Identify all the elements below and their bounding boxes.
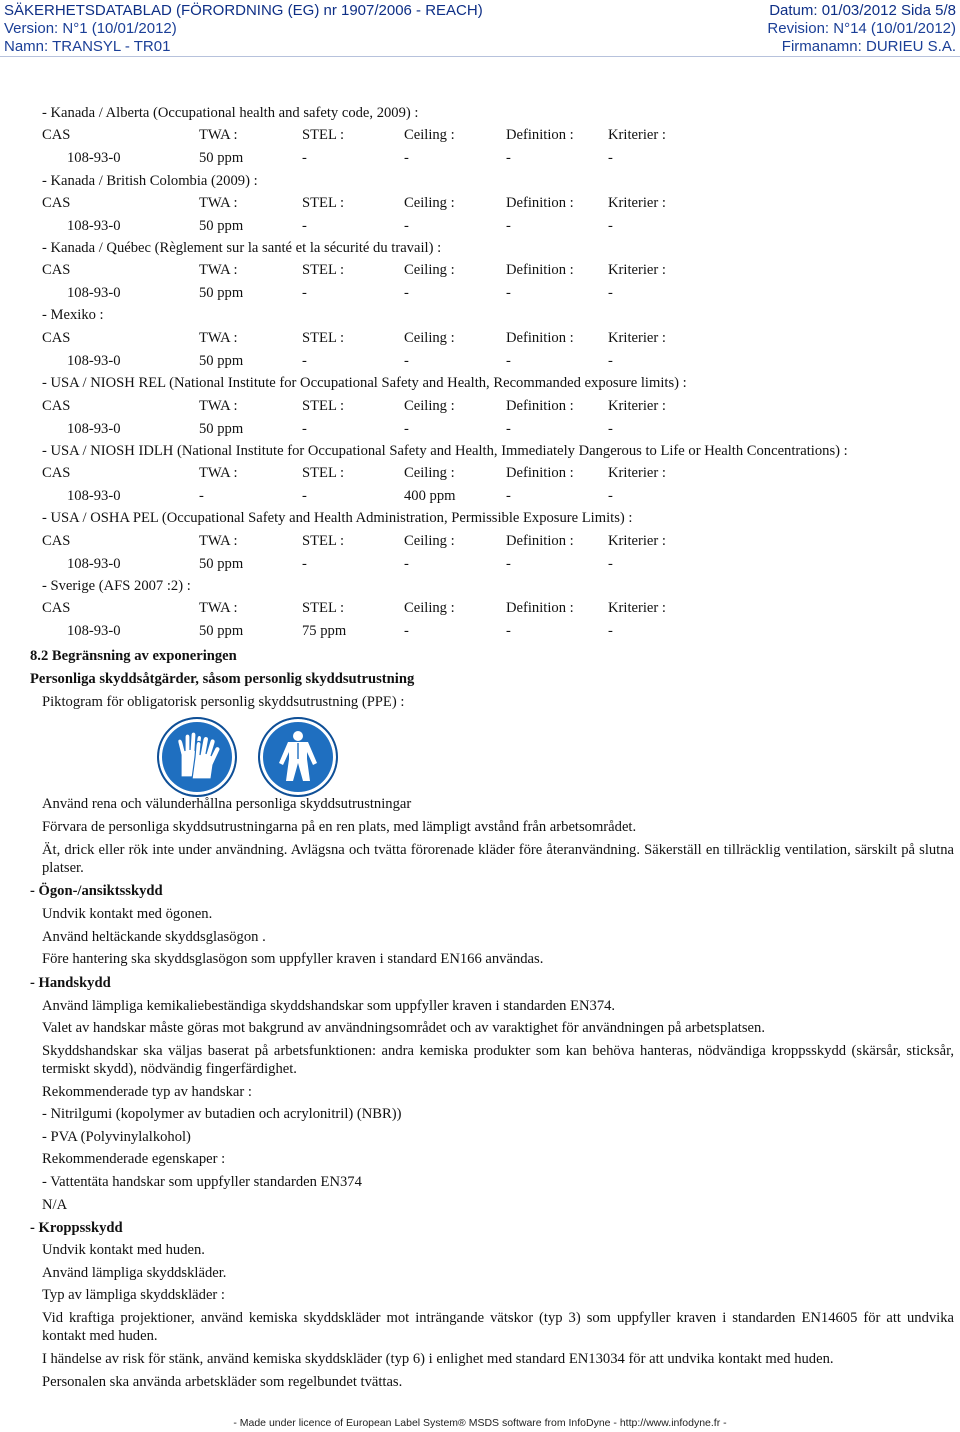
- value-ceiling: -: [404, 150, 409, 166]
- date-page: Datum: 01/03/2012 Sida 5/8: [769, 2, 956, 19]
- value-cas: 108-93-0: [67, 353, 121, 369]
- value-kriterier: -: [608, 285, 613, 301]
- value-cas: 108-93-0: [67, 556, 121, 572]
- header-kriterier: Kriterier :: [608, 330, 666, 346]
- header-cas: CAS: [42, 330, 71, 346]
- value-definition: -: [506, 488, 511, 504]
- gloves-icon: [157, 717, 237, 797]
- header-stel: STEL :: [302, 600, 345, 616]
- header-definition: Definition :: [506, 600, 574, 616]
- value-definition: -: [506, 556, 511, 572]
- header-twa: TWA :: [199, 533, 238, 549]
- body-line: Undvik kontakt med huden.: [42, 1242, 205, 1258]
- header-kriterier: Kriterier :: [608, 127, 666, 143]
- eyes-line: Använd heltäckande skyddsglasögon .: [42, 929, 266, 945]
- hands-line: N/A: [42, 1197, 68, 1213]
- value-stel: 75 ppm: [302, 623, 347, 639]
- header-definition: Definition :: [506, 533, 574, 549]
- section-title-sverige: - Sverige (AFS 2007 :2) :: [42, 578, 191, 594]
- value-cas: 108-93-0: [67, 488, 121, 504]
- hands-line: Skyddshandskar ska väljas baserat på arbetsfunktionen: andra kemiska produkter som kan behöva hanteras, nödvändiga kroppsskydd (skärsår, sticksår, termiskt skydd), nödvändig fingerfärdighet.: [42, 1043, 954, 1077]
- value-definition: -: [506, 285, 511, 301]
- header-kriterier: Kriterier :: [608, 195, 666, 211]
- value-twa: 50 ppm: [199, 556, 244, 572]
- header-cas: CAS: [42, 195, 71, 211]
- hands-line: Rekommenderade typ av handskar :: [42, 1084, 252, 1100]
- header-twa: TWA :: [199, 330, 238, 346]
- header-ceiling: Ceiling :: [404, 330, 455, 346]
- section-title-alberta: - Kanada / Alberta (Occupational health and safety code, 2009) :: [42, 105, 419, 121]
- value-definition: -: [506, 353, 511, 369]
- body-line: Vid kraftiga projektioner, använd kemiska skyddskläder mot inträngande vätskor (typ 3) som uppfyller kraven i standarden EN14605 för att undvika kontakt med huden.: [42, 1310, 954, 1344]
- product-name: Namn: TRANSYL - TR01: [4, 38, 171, 55]
- header-stel: STEL :: [302, 533, 345, 549]
- header-stel: STEL :: [302, 262, 345, 278]
- header-definition: Definition :: [506, 127, 574, 143]
- header-cas: CAS: [42, 262, 71, 278]
- value-ceiling: -: [404, 218, 409, 234]
- body-line: Personalen ska använda arbetskläder som regelbundet tvättas.: [42, 1374, 403, 1390]
- value-kriterier: -: [608, 421, 613, 437]
- header-divider: [0, 56, 960, 57]
- header-kriterier: Kriterier :: [608, 262, 666, 278]
- value-ceiling: -: [404, 623, 409, 639]
- header-stel: STEL :: [302, 330, 345, 346]
- value-ceiling: -: [404, 285, 409, 301]
- header-cas: CAS: [42, 533, 71, 549]
- value-twa: 50 ppm: [199, 623, 244, 639]
- header-ceiling: Ceiling :: [404, 533, 455, 549]
- hands-line: Rekommenderade egenskaper :: [42, 1151, 226, 1167]
- section-title-quebec: - Kanada / Québec (Règlement sur la santé et la sécurité du travail) :: [42, 240, 442, 256]
- header-twa: TWA :: [199, 398, 238, 414]
- header-definition: Definition :: [506, 195, 574, 211]
- section-8-2-title: 8.2 Begränsning av exponeringen: [30, 648, 237, 664]
- header-definition: Definition :: [506, 398, 574, 414]
- header-kriterier: Kriterier :: [608, 533, 666, 549]
- value-kriterier: -: [608, 623, 613, 639]
- header-stel: STEL :: [302, 127, 345, 143]
- value-cas: 108-93-0: [67, 623, 121, 639]
- value-stel: -: [302, 488, 307, 504]
- header-ceiling: Ceiling :: [404, 465, 455, 481]
- value-twa: 50 ppm: [199, 150, 244, 166]
- value-twa: 50 ppm: [199, 285, 244, 301]
- hands-title: - Handskydd: [30, 975, 111, 991]
- header-definition: Definition :: [506, 330, 574, 346]
- document-title: SÄKERHETSDATABLAD (FÖRORDNING (EG) nr 1907/2006 - REACH): [4, 2, 483, 19]
- header-ceiling: Ceiling :: [404, 600, 455, 616]
- value-kriterier: -: [608, 353, 613, 369]
- header-ceiling: Ceiling :: [404, 262, 455, 278]
- ppe-general-line: Ät, drick eller rök inte under användning. Avlägsna och tvätta förorenade kläder före återanvändning. Säkerställ en tillräcklig ventilation, särskilt på slutna platser.: [42, 842, 954, 876]
- header-ceiling: Ceiling :: [404, 127, 455, 143]
- value-kriterier: -: [608, 150, 613, 166]
- header-twa: TWA :: [199, 465, 238, 481]
- ppe-general-line: Förvara de personliga skyddsutrustningarna på en ren plats, med lämpligt avstånd från arbetsområdet.: [42, 819, 637, 835]
- hands-paragraph: [42, 1042, 954, 1078]
- value-kriterier: -: [608, 488, 613, 504]
- value-definition: -: [506, 218, 511, 234]
- hands-line: - Nitrilgumi (kopolymer av butadien och acrylonitril) (NBR)): [42, 1106, 402, 1122]
- header-kriterier: Kriterier :: [608, 600, 666, 616]
- section-title-niosh-idlh: - USA / NIOSH IDLH (National Institute for Occupational Safety and Health, Immediately Dangerous to Life or Health Concentrations) :: [42, 443, 848, 459]
- body-line: Typ av lämpliga skyddskläder :: [42, 1287, 225, 1303]
- value-cas: 108-93-0: [67, 218, 121, 234]
- value-stel: -: [302, 421, 307, 437]
- value-ceiling: -: [404, 353, 409, 369]
- hands-line: Använd lämpliga kemikaliebeständiga skyddshandskar som uppfyller kraven i standarden EN374.: [42, 998, 616, 1014]
- value-twa: 50 ppm: [199, 218, 244, 234]
- eyes-title: - Ögon-/ansiktsskydd: [30, 883, 163, 899]
- value-twa: 50 ppm: [199, 421, 244, 437]
- eyes-line: Före hantering ska skyddsglasögon som uppfyller kraven i standard EN166 användas.: [42, 951, 544, 967]
- body-paragraph: [42, 1309, 954, 1345]
- header-cas: CAS: [42, 127, 71, 143]
- ppe-general-paragraph: [42, 841, 954, 877]
- header-definition: Definition :: [506, 262, 574, 278]
- header-twa: TWA :: [199, 262, 238, 278]
- header-twa: TWA :: [199, 195, 238, 211]
- value-definition: -: [506, 623, 511, 639]
- header-cas: CAS: [42, 600, 71, 616]
- document-header: [0, 0, 960, 57]
- revision-label: Revision: N°14 (10/01/2012): [767, 20, 956, 37]
- value-ceiling: -: [404, 556, 409, 572]
- value-twa: -: [199, 488, 204, 504]
- value-twa: 50 ppm: [199, 353, 244, 369]
- value-cas: 108-93-0: [67, 285, 121, 301]
- header-stel: STEL :: [302, 465, 345, 481]
- gloves-pictogram: [159, 719, 235, 795]
- header-stel: STEL :: [302, 398, 345, 414]
- value-cas: 108-93-0: [67, 150, 121, 166]
- header-kriterier: Kriterier :: [608, 465, 666, 481]
- value-cas: 108-93-0: [67, 421, 121, 437]
- body-line: I händelse av risk för stänk, använd kemiska skyddskläder (typ 6) i enlighet med standard EN13034 för att undvika kontakt med huden.: [42, 1351, 834, 1367]
- header-kriterier: Kriterier :: [608, 398, 666, 414]
- header-ceiling: Ceiling :: [404, 398, 455, 414]
- eyes-line: Undvik kontakt med ögonen.: [42, 906, 213, 922]
- ppe-label: Piktogram för obligatorisk personlig skyddsutrustning (PPE) :: [42, 694, 405, 710]
- value-stel: -: [302, 285, 307, 301]
- section-title-niosh-rel: - USA / NIOSH REL (National Institute for Occupational Safety and Health, Recommanded exposure limits) :: [42, 375, 687, 391]
- header-ceiling: Ceiling :: [404, 195, 455, 211]
- value-ceiling: -: [404, 421, 409, 437]
- value-kriterier: -: [608, 218, 613, 234]
- value-stel: -: [302, 150, 307, 166]
- hands-line: - Vattentäta handskar som uppfyller standarden EN374: [42, 1174, 362, 1190]
- value-stel: -: [302, 556, 307, 572]
- header-definition: Definition :: [506, 465, 574, 481]
- company-name: Firmanamn: DURIEU S.A.: [781, 38, 956, 55]
- value-ceiling: 400 ppm: [404, 488, 456, 504]
- hands-line: - PVA (Polyvinylalkohol): [42, 1129, 191, 1145]
- ppe-general-line: Använd rena och välunderhållna personliga skyddsutrustningar: [42, 796, 412, 812]
- protective-suit-pictogram: [260, 719, 336, 795]
- value-stel: -: [302, 218, 307, 234]
- header-cas: CAS: [42, 465, 71, 481]
- section-title-british-colombia: - Kanada / British Colombia (2009) :: [42, 173, 258, 189]
- hands-line: Valet av handskar måste göras mot bakgrund av användningsområdet och av varaktighet för användningen på arbetsplatsen.: [42, 1020, 765, 1036]
- section-title-osha-pel: - USA / OSHA PEL (Occupational Safety and Health Administration, Permissible Exposure Limits) :: [42, 510, 633, 526]
- value-definition: -: [506, 150, 511, 166]
- value-stel: -: [302, 353, 307, 369]
- header-stel: STEL :: [302, 195, 345, 211]
- version-label: Version: N°1 (10/01/2012): [4, 20, 177, 37]
- footer-credit: - Made under licence of European Label System® MSDS software from InfoDyne - http://www.infodyne.fr -: [233, 1417, 727, 1429]
- value-definition: -: [506, 421, 511, 437]
- header-twa: TWA :: [199, 600, 238, 616]
- header-cas: CAS: [42, 398, 71, 414]
- value-kriterier: -: [608, 556, 613, 572]
- protective-suit-icon: [258, 717, 338, 797]
- section-title-mexiko: - Mexiko :: [42, 307, 104, 323]
- header-twa: TWA :: [199, 127, 238, 143]
- ppe-subtitle: Personliga skyddsåtgärder, såsom personlig skyddsutrustning: [30, 671, 415, 687]
- body-title: - Kroppsskydd: [30, 1220, 123, 1236]
- body-line: Använd lämpliga skyddskläder.: [42, 1265, 227, 1281]
